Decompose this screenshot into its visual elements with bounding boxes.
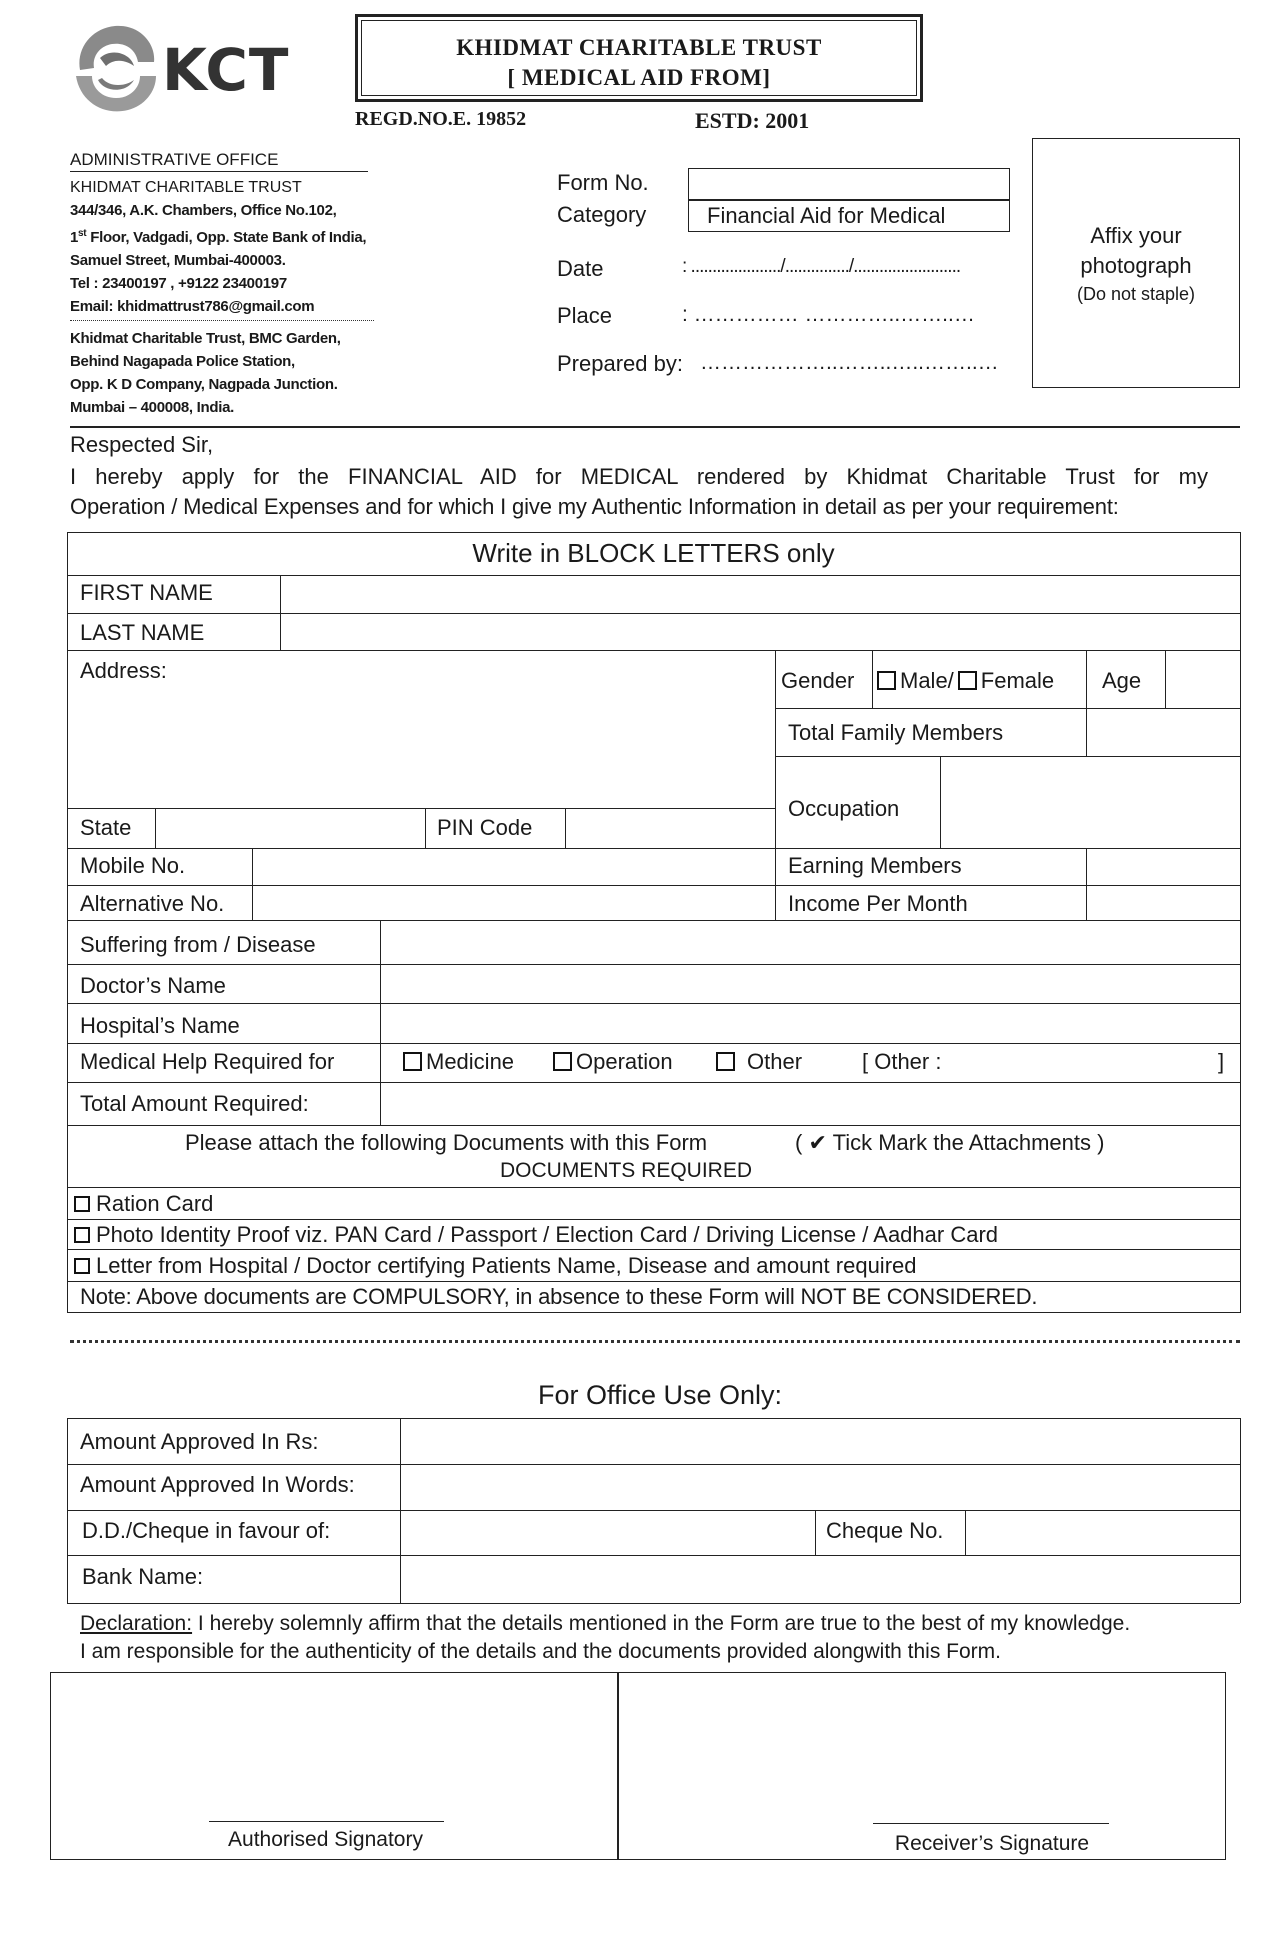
kct-logo-mark-icon — [70, 18, 160, 118]
photo-line-2: photograph — [1080, 253, 1192, 278]
kct-logo — [70, 18, 290, 118]
authorised-signatory-label: Authorised Signatory — [228, 1828, 423, 1851]
hospital-name-field[interactable] — [382, 1005, 1238, 1041]
occupation-label: Occupation — [788, 796, 900, 821]
other-label: Other — [747, 1049, 803, 1074]
declaration-text-1: I hereby solemnly affirm that the details mentioned in the Form are true to the best of my knowledge. — [192, 1612, 1131, 1635]
bank-name-field[interactable] — [402, 1557, 1238, 1601]
photo-line-3: (Do not staple) — [1076, 284, 1196, 304]
other-checkbox[interactable] — [716, 1052, 735, 1071]
tick-note — [795, 1130, 1104, 1156]
receiver-signature-box[interactable] — [617, 1672, 1226, 1860]
tick-note-open: ( — [795, 1130, 803, 1155]
state-field[interactable] — [157, 810, 423, 846]
documents-required-heading: DOCUMENTS REQUIRED — [499, 1159, 752, 1182]
floor-prefix: 1 — [70, 229, 79, 246]
hospital-name-label: Hospital’s Name — [80, 1013, 240, 1038]
first-name-label: FIRST NAME — [80, 580, 213, 605]
block-letters-heading: Write in BLOCK LETTERS only — [472, 538, 835, 568]
form-title: [ MEDICAL AID FROM] — [507, 65, 771, 90]
receiver-signature-line — [873, 1823, 1109, 1824]
total-amount-field[interactable] — [382, 1084, 1238, 1124]
disease-label: Suffering from / Disease — [80, 932, 316, 957]
administrative-office-heading: ADMINISTRATIVE OFFICE — [70, 150, 368, 172]
form-no-field[interactable] — [688, 168, 1010, 200]
office-line-3: Samuel Street, Mumbai-400003. — [70, 252, 286, 269]
earning-members-field[interactable] — [1088, 850, 1238, 883]
other-specify-close: ] — [1218, 1049, 1225, 1074]
age-label: Age — [1102, 668, 1142, 693]
other-specify-open: [ Other : — [862, 1049, 942, 1074]
bank-name-label: Bank Name: — [82, 1564, 204, 1589]
gender-label: Gender — [781, 668, 855, 693]
amount-rs-label: Amount Approved In Rs: — [80, 1429, 319, 1454]
cut-line — [70, 1340, 1240, 1343]
pin-code-label: PIN Code — [437, 815, 533, 840]
attach-documents-text: Please attach the following Documents with this Form — [185, 1130, 708, 1155]
amount-words-field[interactable] — [402, 1466, 1238, 1508]
hospital-letter-checkbox[interactable] — [74, 1258, 90, 1274]
authorised-signatory-box[interactable] — [50, 1672, 619, 1860]
doc-hospital-letter — [74, 1253, 917, 1279]
intro-line-1: I hereby apply for the FINANCIAL AID for MEDICAL rendered by Khidmat Charitable Trust for my — [70, 464, 1208, 489]
pin-code-field[interactable] — [567, 810, 773, 846]
branch-line-3: Opp. K D Company, Nagpada Junction. — [70, 376, 338, 393]
floor-sup: st — [78, 228, 87, 239]
gender-options — [877, 668, 1054, 694]
first-name-field[interactable] — [282, 577, 1238, 612]
declaration-line-2: I am responsible for the authenticity of the details and the documents provided alongwith this Form. — [80, 1640, 1002, 1663]
age-field[interactable] — [1167, 652, 1238, 706]
other-option — [716, 1049, 802, 1075]
hospital-letter-label: Letter from Hospital / Doctor certifying Patients Name, Disease and amount required — [96, 1253, 917, 1278]
prepared-by-label: Prepared by: — [557, 351, 683, 376]
amount-rs-field[interactable] — [402, 1420, 1238, 1462]
doctor-name-label: Doctor’s Name — [80, 973, 226, 998]
prepared-by-field[interactable]: ………………..……..…..……..… — [700, 351, 999, 374]
category-field[interactable]: Financial Aid for Medical — [688, 200, 1010, 232]
compulsory-note: Note: Above documents are COMPULSORY, in absence to these Form will NOT BE CONSIDERED. — [80, 1284, 1038, 1309]
medicine-checkbox[interactable] — [403, 1052, 422, 1071]
place-label: Place — [557, 303, 613, 328]
earning-members-label: Earning Members — [788, 853, 962, 878]
doc-photo-id — [74, 1222, 998, 1248]
date-label: Date — [557, 256, 604, 281]
disease-field[interactable] — [382, 922, 1238, 962]
header-divider — [70, 426, 1240, 428]
total-family-field[interactable] — [1088, 710, 1238, 754]
total-amount-label: Total Amount Required: — [80, 1091, 309, 1116]
authorised-signature-line — [209, 1821, 444, 1822]
medicine-label: Medicine — [426, 1049, 515, 1074]
female-checkbox[interactable] — [958, 671, 977, 690]
category-label: Category — [557, 202, 647, 227]
doctor-name-field[interactable] — [382, 966, 1238, 1001]
ration-card-label: Ration Card — [96, 1191, 214, 1216]
income-label: Income Per Month — [788, 891, 968, 916]
help-required-label: Medical Help Required for — [80, 1049, 335, 1074]
doc-ration-card — [74, 1191, 213, 1217]
branch-line-2: Behind Nagapada Police Station, — [70, 353, 295, 370]
cheque-favour-label: D.D./Cheque in favour of: — [82, 1518, 331, 1543]
occupation-field[interactable] — [942, 758, 1238, 846]
male-checkbox[interactable] — [877, 671, 896, 690]
ration-card-checkbox[interactable] — [74, 1196, 90, 1212]
logo-text: KCT — [162, 36, 290, 104]
address-label: Address: — [80, 658, 167, 683]
branch-line-1: Khidmat Charitable Trust, BMC Garden, — [70, 330, 341, 347]
receiver-signature-label: Receiver’s Signature — [894, 1832, 1090, 1855]
photo-id-label: Photo Identity Proof viz. PAN Card / Passport / Election Card / Driving License / Aadhar Card — [96, 1222, 999, 1247]
salutation: Respected Sir, — [70, 432, 214, 457]
photo-box[interactable] — [1032, 138, 1240, 388]
operation-option — [553, 1049, 673, 1075]
last-name-field[interactable] — [282, 615, 1238, 649]
office-address — [70, 176, 366, 318]
address-divider — [70, 320, 374, 321]
declaration-label: Declaration: — [80, 1612, 193, 1635]
registration-number: REGD.NO.E. 19852 — [355, 108, 527, 130]
check-mark-icon: ✔ — [808, 1130, 827, 1155]
income-field[interactable] — [1088, 887, 1238, 919]
office-use-heading: For Office Use Only: — [537, 1380, 783, 1410]
photo-id-checkbox[interactable] — [74, 1227, 90, 1243]
other-specify-field[interactable] — [960, 1047, 1210, 1077]
cheque-no-label: Cheque No. — [826, 1518, 944, 1543]
mobile-label: Mobile No. — [80, 853, 186, 878]
declaration-line-1 — [80, 1612, 1130, 1636]
operation-checkbox[interactable] — [553, 1052, 572, 1071]
title-box — [355, 14, 923, 102]
alternative-no-field[interactable] — [254, 887, 773, 919]
medicine-option — [403, 1049, 514, 1075]
photo-line-1: Affix your — [1090, 223, 1182, 248]
branch-address — [70, 327, 341, 419]
branch-line-4: Mumbai – 400008, India. — [70, 399, 235, 416]
cheque-favour-field[interactable] — [402, 1512, 813, 1553]
operation-label: Operation — [576, 1049, 673, 1074]
last-name-label: LAST NAME — [80, 620, 205, 645]
established-year: ESTD: 2001 — [695, 108, 810, 133]
date-field[interactable]: : ...................../.............../......................... — [682, 256, 961, 277]
office-phone: Tel : 23400197 , +9122 23400197 — [70, 275, 287, 292]
form-no-label: Form No. — [557, 170, 649, 195]
office-email: Email: khidmattrust786@gmail.com — [70, 298, 315, 315]
intro-line-2: Operation / Medical Expenses and for which I give my Authentic Information in detail as per your requirement: — [70, 494, 1119, 519]
total-family-label: Total Family Members — [788, 720, 1004, 745]
cheque-no-field[interactable] — [967, 1512, 1238, 1553]
state-label: State — [80, 815, 132, 840]
office-line-2: Floor, Vadgadi, Opp. State Bank of India, — [90, 229, 367, 246]
address-field[interactable] — [70, 686, 773, 806]
female-label: Female — [980, 668, 1055, 693]
tick-note-text: Tick Mark the Attachments ) — [832, 1130, 1105, 1155]
amount-words-label: Amount Approved In Words: — [80, 1472, 355, 1497]
alternative-no-label: Alternative No. — [80, 891, 225, 916]
trust-title: KHIDMAT CHARITABLE TRUST — [456, 35, 822, 60]
office-name: KHIDMAT CHARITABLE TRUST — [70, 179, 302, 196]
place-field[interactable]: : …………… …………..……..… — [682, 303, 975, 326]
male-label: Male/ — [900, 668, 954, 693]
mobile-field[interactable] — [254, 850, 773, 883]
office-line-1: 344/346, A.K. Chambers, Office No.102, — [70, 202, 337, 219]
